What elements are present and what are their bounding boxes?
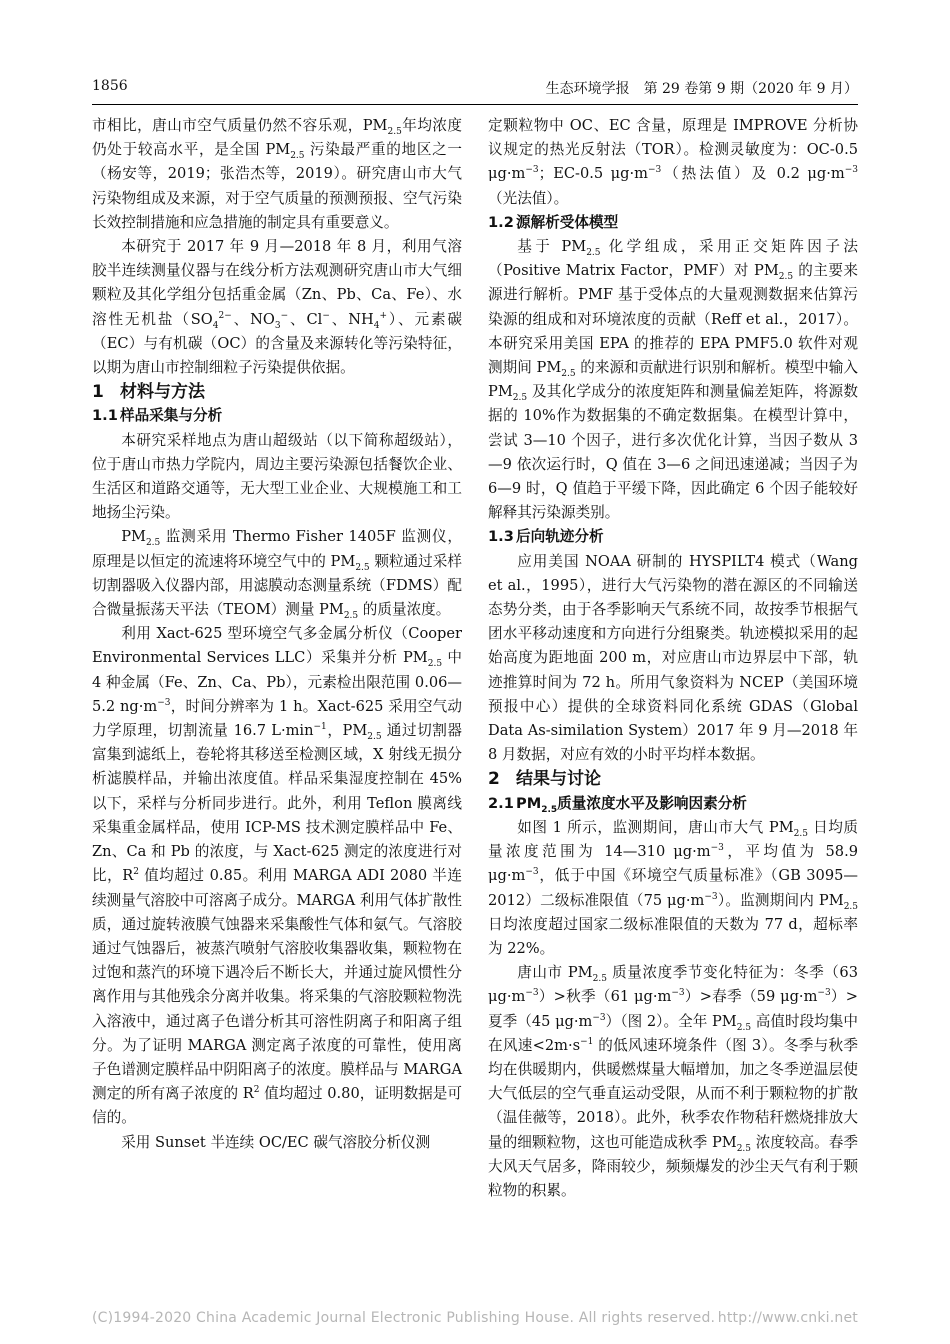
- subsection-heading: 1.1 样品采集与分析: [92, 407, 223, 425]
- running-header: [92, 78, 858, 102]
- copyright-text: (C)1994-2020 China Academic Journal Electronic Publishing House. All rights reserved.: [92, 1310, 716, 1326]
- header-rule: [92, 104, 858, 105]
- section-heading: 1 材料与方法: [92, 382, 205, 403]
- left-column: [92, 114, 462, 1155]
- paragraph: 唐山市 $PM_{2.5}$ 质量浓度季节变化特征为：冬季（63 $\mu g\cdot m^{-3})>$秋季（61 $\mu g\cdot m^{-3})>$春季（59 $\mu g\cdot m^{-3})>$夏季（45 $\mu g\cdot m^{-3}$）（图 2）。全年 $PM_{2.5}$ 高值时段均集中在风速$<2m\cdot s^{-1}$ 的低风速环境条件（图 3）。冬季与秋季均在供暖期内，供暖燃煤量大幅增加，加之冬季逆温层使大气低层的空气垂直运动受限，从而不利于颗粒物的扩散（温佳薇等，2018）。此外，秋季农作物秸秆燃烧排放大量的细颗粒物，这也可能造成秋季 $PM_{2.5}$ 浓度较高。春季大风天气居多，降雨较少，频频爆发的沙尘天气有利于颗粒物的积累。: [488, 964, 859, 1199]
- paragraph: 如图 1 所示，监测期间，唐山市大气 $PM_{2.5}$ 日均质量浓度范围为 14—310 $\mu g\cdot m^{-3}$，平均值为 58.9 $\mu g\cdot m^{-3}$，低于中国《环境空气质量标准》（GB 3095—2012）二级标准限值（75 $\mu g\cdot m^{-3}$）。监测期间内 $PM_{2.5}$ 日均浓度超过国家二级标准限值的天数为 77 d，超标率为 22%。: [488, 818, 859, 957]
- paragraph: 本研究采样地点为唐山超级站（以下简称超级站），位于唐山市热力学院内，周边主要污染源包括餐饮企业、生活区和道路交通等，无大型工业企业、大规模施工和工地扬尘污染。: [92, 431, 462, 522]
- paragraph: 市相比，唐山市空气质量仍然不容乐观，$PM_{2.5}$年均浓度仍处于较高水平，是全国 $PM_{2.5}$ 污染最严重的地区之一（杨安等，2019；张浩杰等，2019）。研究唐山市大气污染物组成及来源，对于空气质量的预测预报、空气污染长效控制措施和应急措施的制定具有重要意义。: [92, 117, 462, 231]
- subsection-heading: 1.2 源解析受体模型: [488, 213, 619, 231]
- paragraph: 定颗粒物中 OC、EC 含量，原理是 IMPROVE 分析协议规定的热光反射法（TOR）。检测灵敏度为：OC-0.5 $\mu g\cdot m^{-3}$；EC-0.5 $\mu g\cdot m^{-3}$（热法值）及 0.2 $\mu g\cdot m^{-3}$（光法值）。: [488, 117, 859, 207]
- paragraph: 利用 Xact-625 型环境空气多金属分析仪（Cooper Environmental Services LLC）采集并分析 $PM_{2.5}$ 中 4 种金属（Fe、Zn、Ca、Pb），元素检出限范围 0.06—5.2 $ng\cdot m^{-3}$，时间分辨率为 1 h。Xact-625 采用空气动力学原理，切割流量 16.7 $L\cdot\min^{-1}$，$PM_{2.5}$ 通过切割器富集到滤纸上，卷轮将其移送至检测区域，X 射线无损分析滤膜样品，并输出浓度值。样品采集湿度控制在 45%以下，采样与分析同步进行。此外，利用 Teflon 膜离线采集重金属样品，使用 ICP-MS 技术测定膜样品中 Fe、Zn、Ca 和 Pb 的浓度，与 Xact-625 测定的浓度进行对比，$R^2$ 值均超过 0.85。利用 MARGA ADI 2080 半连续测量气溶胶中可溶离子成分。MARGA 利用气体扩散性质，通过旋转液膜气蚀器来采集酸性气体和氨气。气溶胶通过气蚀器后，被蒸汽喷射气溶胶收集器收集，颗粒物在过饱和蒸汽的环境下遇冷后不断长大，并通过旋风惯性分离作用与其他残余分离并收集。将采集的气溶胶颗粒物洗入溶液中，通过离子色谱分析其可溶性阴离子和阳离子组分。为了证明 MARGA 测定离子浓度的可靠性，使用离子色谱测定膜样品中阴阳离子的浓度。膜样品与 MARGA 测定的所有离子浓度的 $R^2$ 值均超过 0.80，证明数据是可信的。: [92, 625, 463, 1127]
- journal-title: 生态环境学报 第 29 卷第 9 期（2020 年 9 月）: [545, 81, 858, 97]
- cnki-link[interactable]: http://www.cnki.net: [717, 1310, 858, 1326]
- section-heading: 2 结果与讨论: [488, 769, 601, 790]
- paragraph: 应用美国 NOAA 研制的 HYSPILT4 模式（Wang et al.，1995），进行大气污染物的潜在源区的不同输送态势分类，由于各季影响天气系统不同，故按季节根据气团水平移动速度和方向进行分组聚类。轨迹模拟采用的起始高度为距地面 200 m，对应唐山市边界层中下部，轨迹推算时间为 72 h。所用气象资料为 NCEP（美国环境预报中心）提供的全球资料同化系统 GDAS（Global Data As-similation System）2017 年 9 月—2018 年 8 月数据，对应有效的小时平均样本数据。: [488, 552, 858, 764]
- paragraph: 采用 Sunset 半连续 OC/EC 碳气溶胶分析仪测: [121, 1133, 431, 1151]
- footer-copyright: [92, 1310, 858, 1326]
- paragraph: 本研究于 2017 年 9 月—2018 年 8 月，利用气溶胶半连续测量仪器与在线分析方法观测研究唐山市大气细颗粒及其化学组分包括重金属（Zn、Pb、Ca、Fe）、水溶性无机盐（$SO_4^{2-}$、$NO_3^-$、Cl−、$NH_4^+$）、元素碳（EC）与有机碳（OC）的含量及来源转化等污染特征，以期为唐山市控制细粒子污染提供依据。: [92, 238, 463, 377]
- subsection-heading: 2.1 $PM_{2.5}$质量浓度水平及影响因素分析: [488, 794, 747, 815]
- page-number: 1856: [92, 78, 128, 94]
- right-column: [488, 114, 858, 1203]
- subsection-heading: 1.3 后向轨迹分析: [488, 528, 604, 546]
- paragraph: $PM_{2.5}$ 监测采用 Thermo Fisher 1405F 监测仪，原理是以恒定的流速将环境空气中的 $PM_{2.5}$ 颗粒通过采样切割器吸入仪器内部，用滤膜动态测量系统（FDMS）配合微量振荡天平法（TEOM）测量 $PM_{2.5}$ 的质量浓度。: [92, 528, 463, 621]
- paragraph: 基于 $PM_{2.5}$ 化学组成，采用正交矩阵因子法（Positive Matrix Factor，PMF）对 $PM_{2.5}$ 的主要来源进行解析。PMF 基于受体点的大量观测数据来估算污染源的组成和对环境浓度的贡献（Reff et al.，2017）。本研究采用美国 EPA 的推荐的 EPA PMF5.0 软件对观测期间 $PM_{2.5}$ 的来源和贡献进行识别和解析。模型中输入 $PM_{2.5}$ 及其化学成分的浓度矩阵和测量偏差矩阵，将源数据的 10%作为数据集的不确定数据集。在模型计算中，尝试 3—10 个因子，进行多次优化计算，当因子数从 3—9 依次运行时，Q 值在 3—6 之间迅速递减；当因子为 6—9 时，Q 值趋于平缓下降，因此确定 6 个因子能较好解释其污染源类别。: [488, 238, 859, 522]
